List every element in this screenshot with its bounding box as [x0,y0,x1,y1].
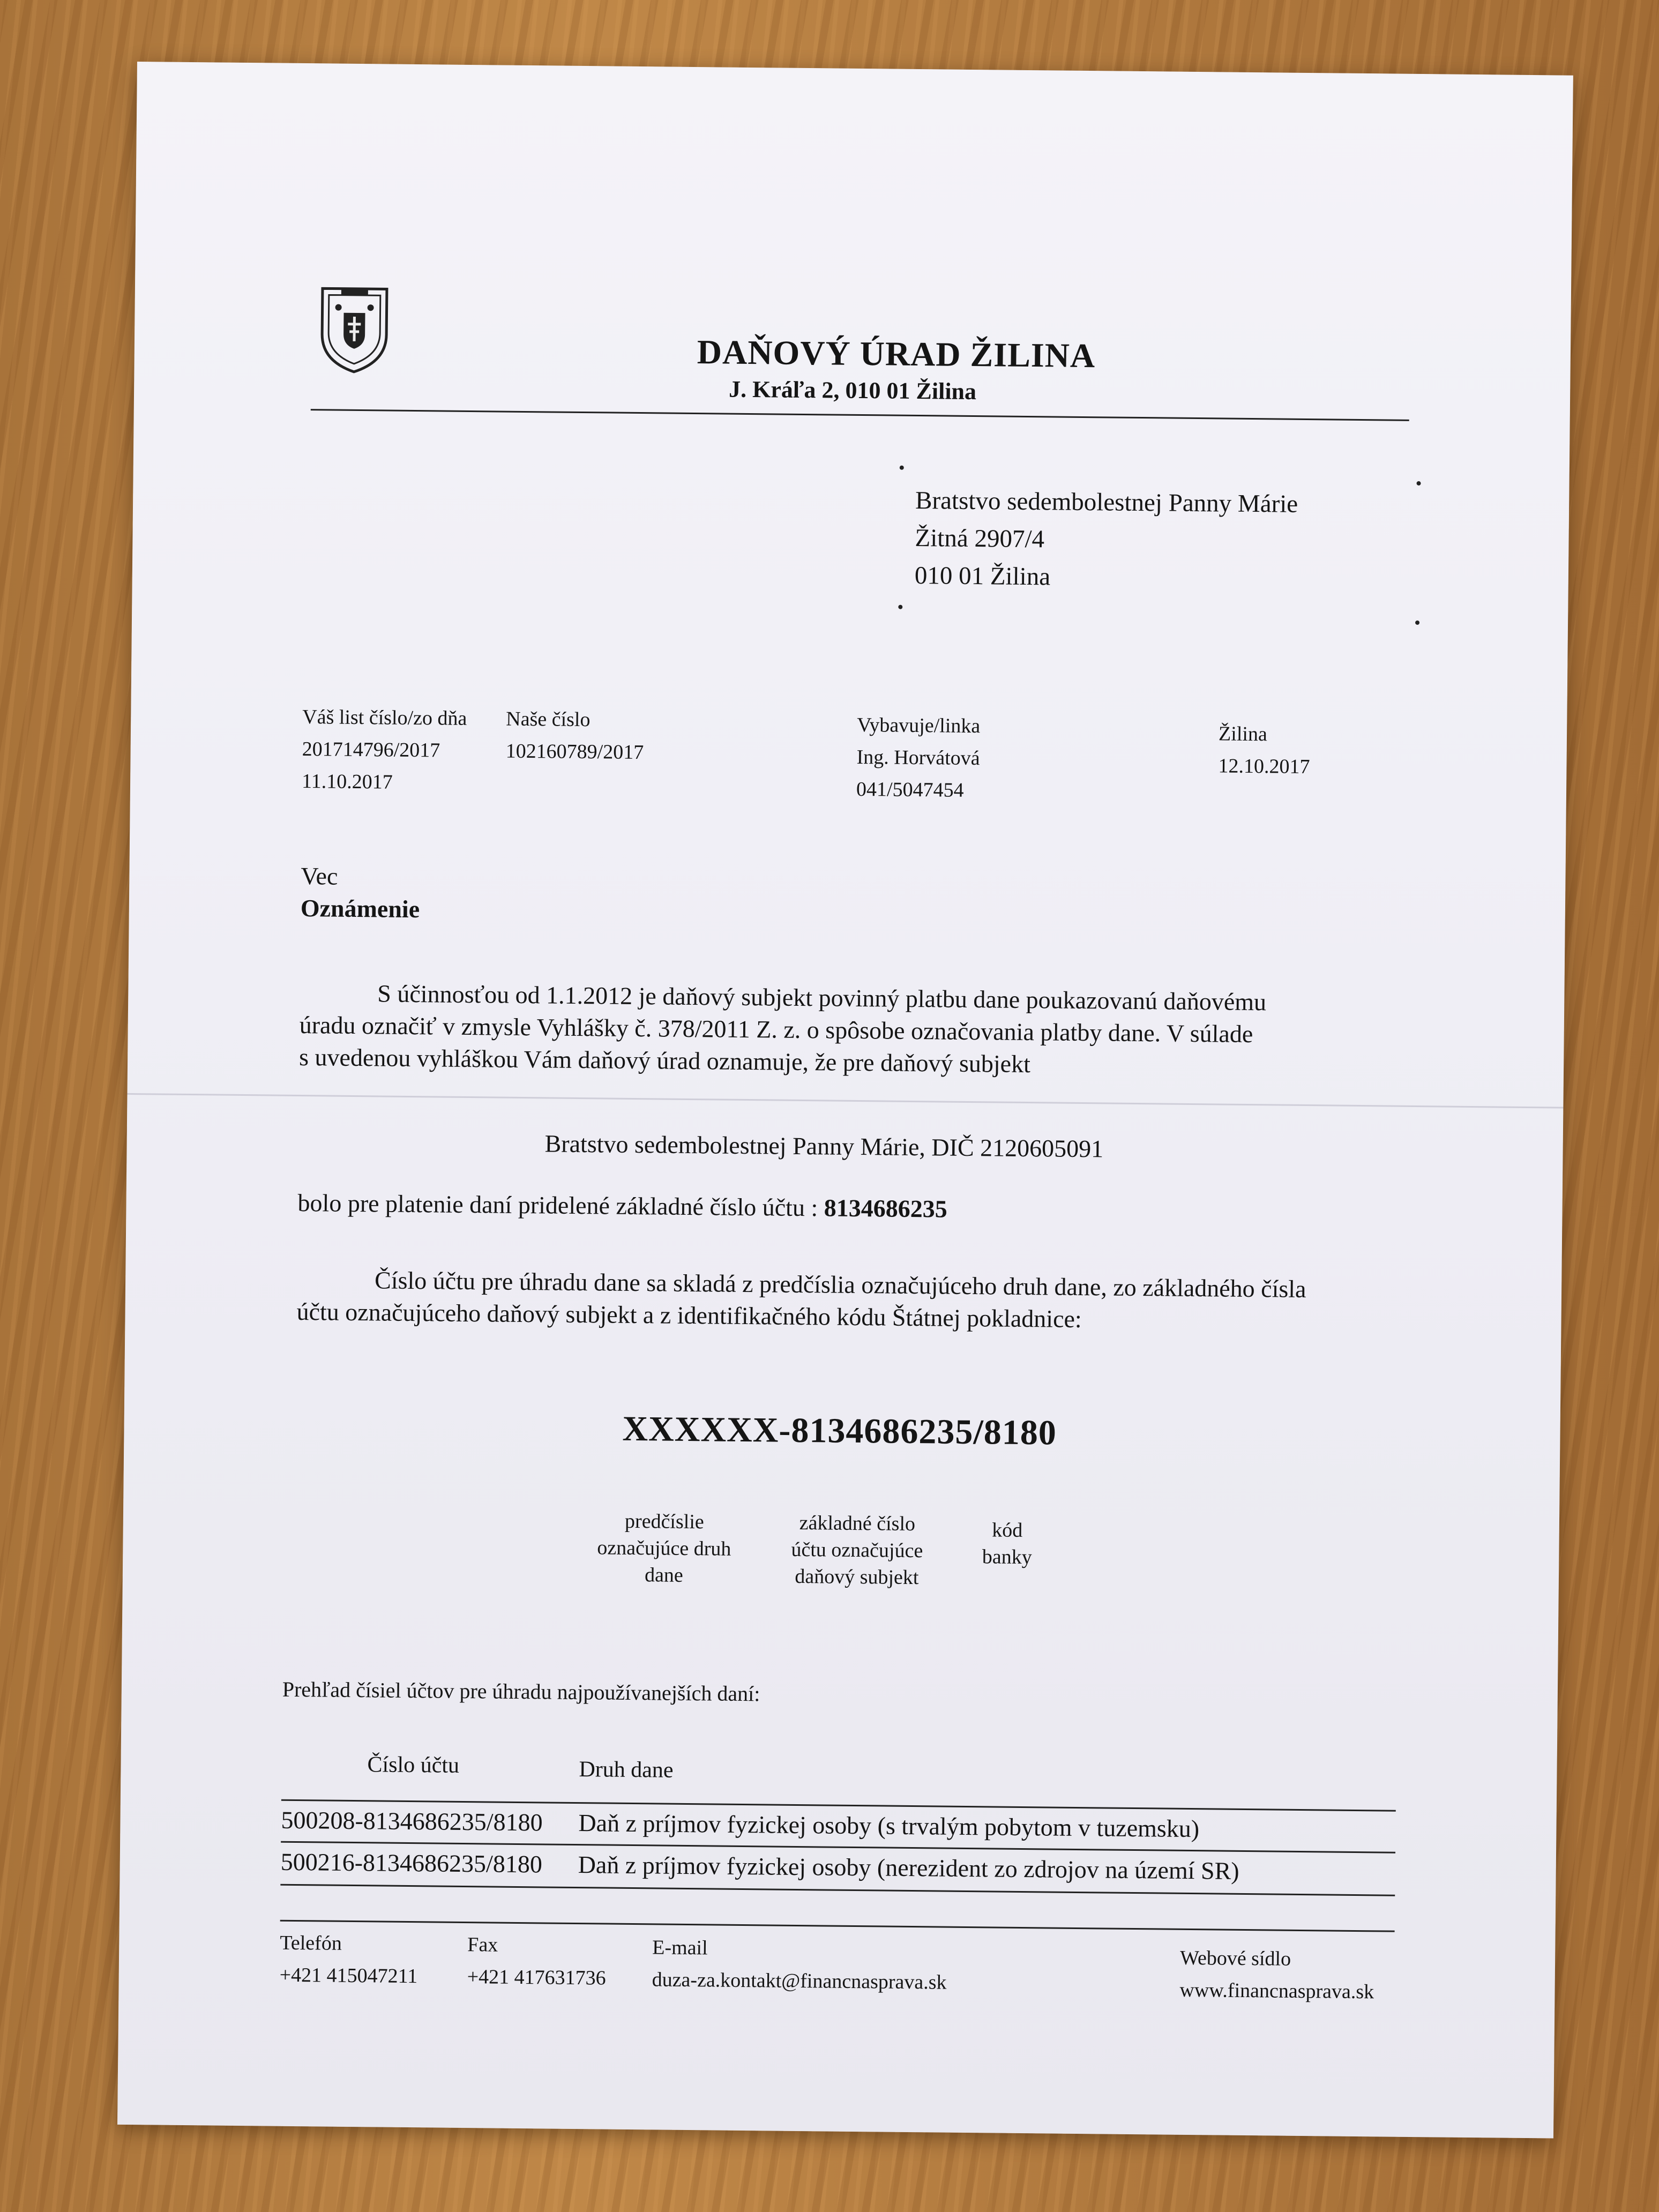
address-window-mark [1415,621,1419,625]
account-part-base [776,1509,938,1591]
account-part-text: banky [982,1545,1032,1569]
header-divider [311,409,1409,421]
our-number-value: 102160789/2017 [505,739,644,764]
footer-fax-value: +421 417631736 [467,1966,606,1990]
account-part-text: daňový subjekt [795,1565,919,1589]
table-header-account: Číslo účtu [367,1752,460,1778]
handled-by-label: Vybavuje/linka [856,713,981,738]
handled-by-block [856,709,981,806]
overview-intro: Prehľad čísiel účtov pre úhradu najpoužívanejších daní: [282,1677,760,1706]
table-row-account: 500216-8134686235/8180 [280,1848,543,1878]
account-part-text: základné číslo [799,1511,916,1536]
assigned-account-prefix: bolo pre platenie daní pridelené základné číslo účtu : [297,1189,825,1222]
office-title: DAŇOVÝ ÚRAD ŽILINA [697,333,1096,375]
footer-fax [467,1929,606,1994]
footer-web [1179,1942,1374,2008]
assigned-account-number: 8134686235 [824,1194,948,1223]
address-window-mark [900,466,904,470]
financna-sprava-emblem-icon [316,283,392,375]
place-date: 12.10.2017 [1218,754,1310,779]
office-address: J. Kráľa 2, 010 01 Žilina [728,376,977,405]
footer-phone-label: Telefón [280,1931,342,1955]
address-window-mark [898,605,902,609]
address-window-mark [1417,481,1421,485]
footer-email [652,1931,947,1998]
footer-phone [279,1927,418,1992]
your-letter-block [302,701,467,799]
account-part-text: dane [644,1564,683,1587]
our-number-block [505,703,644,768]
our-number-label: Naše číslo [506,707,591,731]
footer-email-label: E-mail [652,1936,708,1960]
letter-paper [117,62,1573,2139]
your-letter-label: Váš list číslo/zo dňa [302,706,467,730]
body-line: Číslo účtu pre úhradu dane sa skladá z predčíslia označujúceho druh dane, zo základného čísla [374,1266,1306,1303]
account-part-text: označujúce druh [597,1536,731,1560]
subject-title: Oznámenie [300,894,420,923]
body-line: úradu označiť v zmysle Vyhlášky č. 378/2011 Z. z. o spôsobe označovania platby dane. V súlade [299,1011,1253,1048]
footer-web-label: Webové sídlo [1179,1946,1291,1970]
handled-by-phone: 041/5047454 [856,778,964,802]
place-label: Žilina [1218,722,1268,746]
table-rule [280,1884,1395,1896]
account-part-prefix [589,1507,739,1589]
account-format-value: XXXXXX-8134686235/8180 [622,1409,1057,1453]
paper-fold-line [127,1093,1563,1109]
recipient-city: 010 01 Žilina [914,561,1051,591]
handled-by-name: Ing. Horvátová [856,745,980,770]
body-paragraph-1 [299,977,1404,1084]
account-part-text: účtu označujúce [791,1538,923,1563]
footer-phone-value: +421 415047211 [279,1963,418,1988]
table-header-type: Druh dane [579,1757,674,1783]
table-row-type: Daň z príjmov fyzickej osoby (s trvalým pobytom v tuzemsku) [578,1809,1200,1843]
account-part-bank-code [969,1516,1045,1571]
table-row-account: 500208-8134686235/8180 [281,1806,543,1836]
body-line: s uvedenou vyhláškou Vám daňový úrad oznamuje, že pre daňový subjekt [298,1043,1031,1078]
footer-divider [280,1920,1395,1932]
your-letter-date: 11.10.2017 [301,770,393,794]
table-row-type: Daň z príjmov fyzickej osoby (nerezident zo zdrojov na území SR) [578,1851,1239,1885]
entity-line: Bratstvo sedembolestnej Panny Márie, DIČ 2120605091 [544,1130,1104,1163]
place-date-block [1218,718,1310,783]
body-paragraph-2 [296,1264,1401,1339]
body-line: S účinnosťou od 1.1.2012 je daňový subjekt povinný platbu dane poukazovanú daňovému [377,980,1267,1016]
your-letter-number: 201714796/2017 [302,738,440,762]
account-part-text: kód [992,1519,1023,1542]
footer-fax-label: Fax [467,1933,498,1956]
recipient-street: Žitná 2907/4 [915,524,1045,554]
recipient-address [915,482,1298,598]
body-line: účtu označujúceho daňový subjekt a z identifikačného kódu Štátnej pokladnice: [296,1297,1082,1333]
subject-label: Vec [301,862,338,890]
footer-web-value: www.financnasprava.sk [1179,1978,1374,2004]
account-part-text: predčíslie [624,1509,704,1534]
footer-email-value: duza-za.kontakt@financnasprava.sk [652,1968,947,1994]
assigned-account-line [297,1189,947,1223]
recipient-name: Bratstvo sedembolestnej Panny Márie [915,486,1298,518]
